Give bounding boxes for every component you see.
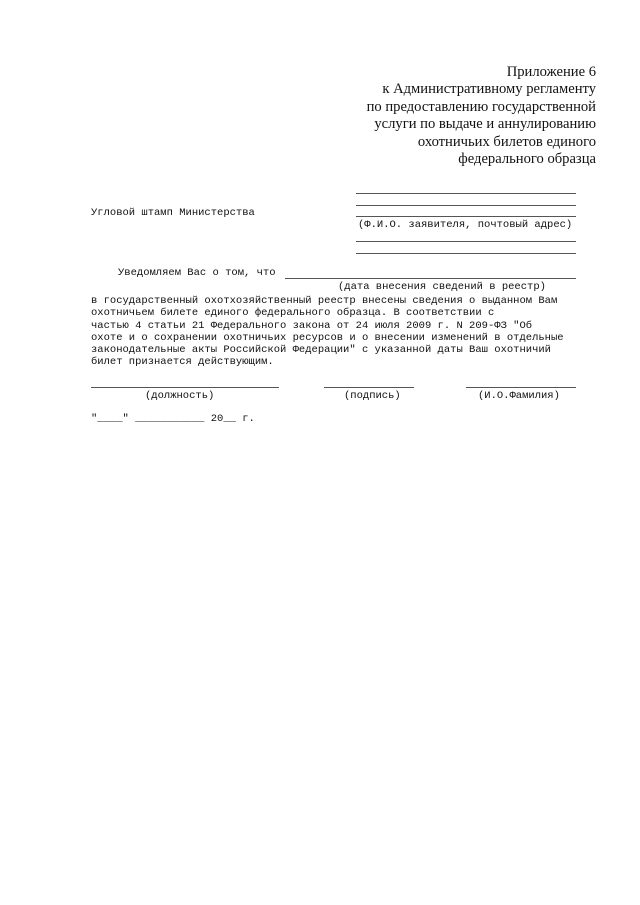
header-line: к Административному регламенту <box>382 81 596 98</box>
applicant-line-1 <box>356 193 576 194</box>
applicant-line-4 <box>356 241 576 242</box>
name-caption: (И.О.Фамилия) <box>478 390 560 402</box>
date-caption: (дата внесения сведений в реестр) <box>338 281 546 293</box>
appendix-header <box>367 64 596 168</box>
header-line: охотничьих билетов единого <box>417 133 596 150</box>
header-line: услуги по выдаче и аннулированию <box>374 116 596 133</box>
applicant-caption: (Ф.И.О. заявителя, почтовый адрес) <box>358 219 573 231</box>
body-line: охотничьем билете единого федерального образца. В соответствии с <box>91 307 495 320</box>
position-caption: (должность) <box>145 390 215 402</box>
header-line: по предоставлению государственной <box>366 98 596 115</box>
header-line: федерального образца <box>458 151 596 168</box>
signature-caption: (подпись) <box>344 390 401 402</box>
applicant-line-5 <box>356 253 576 254</box>
date-line: "____" ___________ 20__ г. <box>91 413 255 425</box>
stamp-label: Угловой штамп Министерства <box>91 207 255 219</box>
applicant-line-2 <box>356 205 576 206</box>
applicant-line-3 <box>356 216 576 217</box>
body-line: частью 4 статьи 21 Федерального закона от 24 июля 2009 г. N 209-ФЗ "Об <box>91 319 533 332</box>
body-line: законодательные акты Российской Федерации" с указанной даты Ваш охотничий <box>91 344 551 357</box>
signature-line <box>324 387 414 388</box>
body-line: в государственный охотхозяйственный реестр внесены сведения о выданном Вам <box>91 295 558 307</box>
body-line: билет признается действующим. <box>91 356 274 369</box>
header-line: Приложение 6 <box>506 64 596 80</box>
notice-body <box>91 295 577 369</box>
body-line: охоте и о сохранении охотничьих ресурсов и о внесении изменений в отдельные <box>91 331 564 344</box>
date-entry-line <box>285 278 576 279</box>
position-line <box>91 387 279 388</box>
name-line <box>466 387 576 388</box>
notice-intro: Уведомляем Вас о том, что <box>118 267 276 279</box>
